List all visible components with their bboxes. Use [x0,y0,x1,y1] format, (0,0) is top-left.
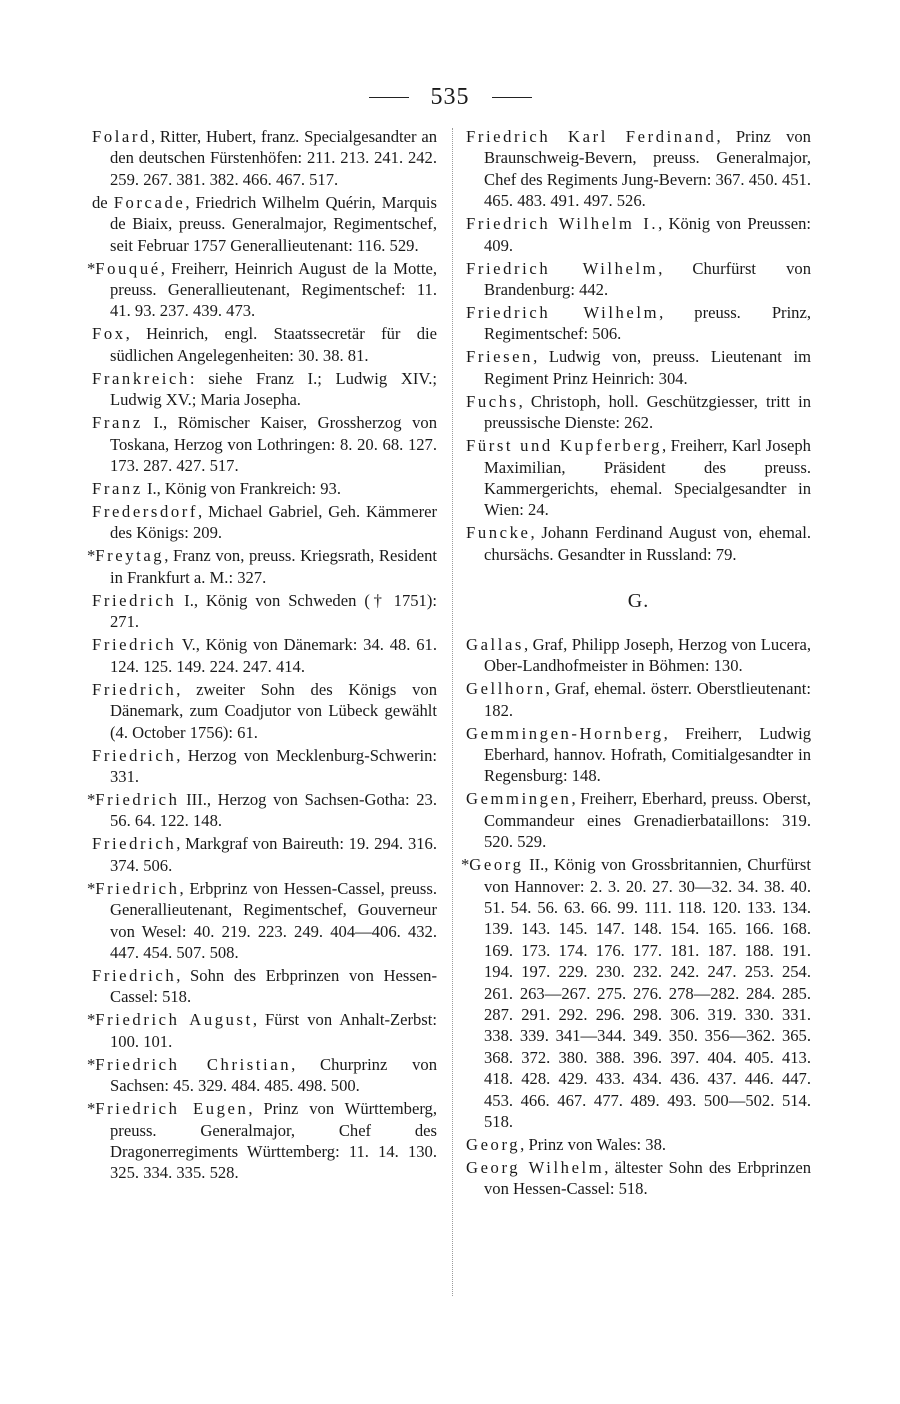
entry-name: Folard [92,127,151,146]
index-entry [466,678,811,721]
index-entry [92,501,437,544]
entry-text: , Churfürst von Brandenburg: 442. [484,258,811,300]
entry-name: Franz [92,413,143,433]
entry-name: Fredersdorf [92,502,199,522]
asterisk-marker: * [87,878,96,898]
header-rule-left [369,97,409,98]
entry-text: III., Herzog von Sachsen-Gotha: 23. 56. 64. 122. 148. [110,789,437,831]
entry-text: , Freiherr, Eberhard, preuss. Oberst, Commandeur eines Grenadierbataillons: 319. 520. 529. [484,789,811,852]
entry-name: Friedrich [92,965,177,985]
entry-name: Georg [469,855,524,875]
index-entry [87,258,437,322]
entry-text: , ältester Sohn des Erbprinzen von Hessen-Cassel: 518. [484,1158,811,1199]
entry-text: , Freiherr, Ludwig Eberhard, hannov. Hofrath, Comitialgesandter in Regensburg: 148. [484,723,811,786]
entry-text: , Prinz von Württemberg, preuss. Generalmajor, Chef des Dragonerregiments Württemberg: 11. 14. 130. 325. 334. 335. 528. [110,1099,437,1183]
entry-name: Friedrich Wilhelm [466,303,660,323]
index-entry [87,878,437,964]
entry-text: , Michael Gabriel, Geh. Kämmerer des Königs: 209. [110,502,437,543]
index-entry [466,258,811,301]
index-entry [92,965,437,1008]
entry-name: Fox [92,324,126,344]
entry-name: Gemmingen [466,789,572,809]
entry-name: Gellhorn [466,679,546,699]
asterisk-marker: * [87,789,96,809]
entry-text: , preuss. Prinz, Regimentschef: 506. [484,303,811,344]
index-entry [92,478,437,499]
entry-name: Funcke [466,523,531,543]
index-entry [87,1098,437,1184]
entry-text: II., König von Grossbritannien, Churfürst von Hannover: 2. 3. 20. 27. 30—32. 34. 38. 40. 51. 54. 56. 63. 66. 99. 111. 118. 120. 133. 134. 139. 143. 145. 147. 148. 154. 165. 166. 168. 169. 173. 174. 176. 177. 181. 187. 188. 191. 194. 197. 229. 230. 232. 242. 247. 253. 254. 261. 263—267. 275. 276. 278—282. 284. 285. 287. 291. 292. 296. 298. 306. 319. 330. 331. 338. 339. 341—344. 349. 350. 356—362. 365. 368. 372. 380. 388. 396. 397. 404. 405. 413. 418. 428. 429. 433. 434. 436. 437. 446. 447. 453. 466. 467. 477. 489. 493. 500—502. 514. 518. [484,855,811,1131]
column-divider [452,128,453,1296]
index-entry [466,213,811,256]
index-entry [92,745,437,788]
right-column [461,126,811,1201]
index-entry [92,368,437,411]
entry-text: , Erbprinz von Hessen-Cassel, preuss. Generallieutenant, Regimentschef, Gouverneur von Wesel: 40. 219. 223. 249. 404—406. 432. 447. 454. 507. 508. [110,878,437,962]
index-entry [461,854,811,1132]
entry-text: , Christoph, holl. Geschützgiesser, tritt in preussische Dienste: 262. [484,391,811,433]
entry-name: Friedrich [92,745,177,765]
index-entry [87,789,437,832]
index-entry [92,192,437,256]
entry-text: , Freiherr, Karl Joseph Maximilian, Präsident des preuss. Kammergerichts, ehemal. Specialgesandter in Wien: 24. [484,436,811,520]
index-entry [466,126,811,212]
entry-text: : siehe Franz I.; Ludwig XIV.; Ludwig XV.; Maria Josepha. [110,368,437,410]
index-entry [466,1157,811,1200]
entry-name: Friedrich Karl Ferdinand [466,127,717,146]
page-header [0,80,900,114]
entry-name: Friedrich [92,590,177,610]
index-entry [87,1054,437,1097]
index-entry [92,412,437,476]
asterisk-marker: * [87,258,96,278]
entry-name: Georg [466,1135,521,1154]
entry-name: Frankreich [92,368,190,388]
index-entry [92,590,437,633]
asterisk-marker: * [87,1010,96,1030]
index-entry [466,302,811,345]
index-entry [92,323,437,366]
entry-text: , Johann Ferdinand August von, ehemal. chursächs. Gesandter in Russland: 79. [484,523,811,564]
index-entry [466,634,811,677]
index-entry [466,522,811,565]
entry-text: , Graf, Philipp Joseph, Herzog von Lucera, Ober-Landhofmeister in Böhmen: 130. [484,634,811,676]
entry-text: , Sohn des Erbprinzen von Hessen-Cassel: 518. [110,965,437,1007]
index-entry [466,346,811,389]
entry-name: Fürst und Kupferberg [466,436,663,456]
entry-name: Fouqué [95,258,161,278]
index-entry [87,1009,437,1052]
asterisk-marker: * [461,855,470,875]
left-column [87,126,438,1185]
entry-name: Fuchs [466,391,519,411]
right-column-g-entries [461,634,811,1200]
entry-text: , Graf, ehemal. österr. Oberstlieutenant: 182. [484,679,811,720]
entry-text: , Franz von, preuss. Kriegsrath, Resident in Frankfurt a. M.: 327. [110,546,437,587]
entry-text: , Ritter, Hubert, franz. Specialgesandter an den deutschen Fürstenhöfen: 211. 213. 241. 242. 259. 267. 381. 382. 466. 467. 517. [110,127,437,189]
entry-text: I., Römischer Kaiser, Grossherzog von Toskana, Herzog von Lothringen: 8. 20. 68. 127. 173. 287. 427. 517. [110,413,437,476]
entry-text: , Markgraf von Baireuth: 19. 294. 316. 374. 506. [110,834,437,875]
entry-text: I., König von Schweden († 1751): 271. [110,590,437,632]
asterisk-marker: * [87,1054,96,1074]
entry-text: I., König von Frankreich: 93. [142,479,341,499]
entry-name: Friedrich [95,878,180,898]
header-rule-right [492,97,532,98]
entry-text: , Churprinz von Sachsen: 45. 329. 484. 485. 498. 500. [110,1054,437,1096]
entry-name: Friedrich Wilhelm I. [466,214,659,234]
entry-text: , Friedrich Wilhelm Quérin, Marquis de Biaix, preuss. Generalmajor, Regimentschef, seit Februar 1757 Generallieutenant: 116. 529. [110,192,438,255]
entry-text: , Ludwig von, preuss. Lieutenant im Regiment Prinz Heinrich: 304. [484,347,811,388]
entry-text: , Prinz von Wales: 38. [520,1135,667,1154]
entry-name: Friedrich [95,789,180,809]
index-entry [466,435,811,521]
entry-name: Georg Wilhelm [466,1158,605,1177]
entry-name: Gallas [466,634,524,654]
index-entry [92,634,437,677]
entry-name: Friedrich [92,679,177,699]
entry-name: Friedrich August [95,1010,253,1030]
entry-name: Forcade [113,192,186,212]
asterisk-marker: * [87,1099,96,1119]
entry-text: V., König von Dänemark: 34. 48. 61. 124. 125. 149. 224. 247. 414. [110,635,437,676]
right-column-f-entries [466,126,811,565]
index-entry [92,126,437,190]
index-entry [466,788,811,852]
page-number: 535 [430,83,470,110]
entry-text: , Heinrich, engl. Staatssecretär für die südlichen Angelegenheiten: 30. 38. 81. [110,324,437,365]
index-entry [92,833,437,876]
index-entry [466,391,811,434]
entry-name: Gemmingen-Hornberg [466,723,664,743]
entry-name: Freytag [95,546,165,566]
index-entry [466,1134,811,1155]
entry-text: , König von Preussen: 409. [484,214,811,255]
index-entry [87,545,437,588]
entry-text: , Freiherr, Heinrich August de la Motte, preuss. Generallieutenant, Regimentschef: 11. 41. 93. 237. 439. 473. [110,258,437,321]
entry-name: Friedrich [92,834,177,854]
entry-name: Friedrich Christian [95,1054,292,1074]
entry-name: Friesen [466,347,534,367]
entry-name: Franz [92,479,143,499]
section-heading-g: G. [627,590,650,613]
entry-name: Friedrich Eugen [95,1099,249,1119]
entry-name: Friedrich [92,635,177,655]
index-entry [92,679,437,743]
entry-text: , Prinz von Braunschweig-Bevern, preuss. Generalmajor, Chef des Regiments Jung-Bevern: 367. 450. 451. 465. 483. 491. 497. 526. [484,127,811,211]
entry-text: , Fürst von Anhalt-Zerbst: 100. 101. [110,1010,437,1051]
entry-name: Friedrich Wilhelm [466,258,659,278]
entry-text: , Herzog von Mecklenburg-Schwerin: 331. [110,745,437,786]
asterisk-marker: * [87,546,96,566]
index-entry [466,723,811,787]
entry-name-prefix: de [92,192,114,212]
entry-text: , zweiter Sohn des Königs von Dänemark, zum Coadjutor von Lübeck gewählt (4. October 1756): 61. [110,679,437,742]
